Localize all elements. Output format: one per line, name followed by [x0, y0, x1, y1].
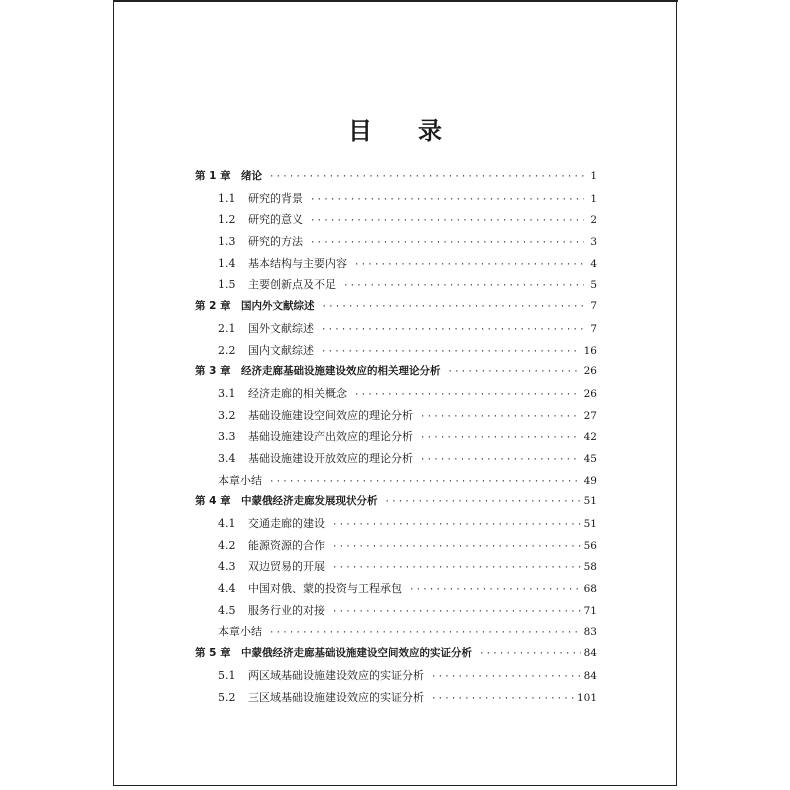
toc-entry-title: 研究的背景: [248, 191, 303, 205]
dot-leader: [354, 385, 581, 407]
toc-chapter-row[interactable]: [195, 361, 597, 383]
toc-entry-number: 3.3: [218, 430, 236, 444]
toc-page-number: 84: [583, 669, 597, 682]
toc-entry-number: 4.4: [218, 582, 236, 596]
toc-page-number: 26: [583, 365, 597, 378]
toc-section-row[interactable]: [195, 556, 597, 578]
toc-section-row[interactable]: [195, 318, 597, 340]
dot-leader: [409, 580, 581, 602]
toc-entry-title: 本章小结: [218, 625, 262, 639]
toc-entry-title: 交通走廊的建设: [248, 517, 325, 530]
dot-leader: [420, 407, 581, 429]
toc-section-row[interactable]: [195, 665, 597, 687]
toc-entry-title: 国内文献综述: [248, 343, 314, 357]
toc-section-row[interactable]: [195, 340, 597, 362]
dot-leader: [269, 167, 584, 189]
toc-page-number: 42: [583, 431, 597, 444]
toc-entry-number: 4.2: [218, 538, 236, 552]
toc-entry-title: 服务行业的对接: [248, 603, 325, 617]
toc-page-number: 51: [583, 518, 597, 530]
toc-entry-title: 国外文献综述: [248, 321, 314, 335]
toc-page-number: 49: [583, 474, 597, 487]
table-of-contents: [195, 166, 597, 708]
toc-entry-title: 国内外文献综述: [241, 300, 315, 313]
toc-entry-title: 主要创新点及不足: [248, 278, 336, 292]
toc-page-number: 5: [590, 279, 597, 292]
toc-section-row[interactable]: [195, 513, 597, 535]
toc-section-row[interactable]: [195, 253, 597, 275]
toc-entry-number: 1.2: [218, 213, 236, 227]
toc-entry-title: 中蒙俄经济走廊发展现状分析: [241, 495, 378, 508]
toc-entry-title: 绪论: [241, 170, 262, 182]
toc-entry-title: 基本结构与主要内容: [248, 256, 347, 270]
dot-leader: [332, 537, 581, 559]
dot-leader: [310, 190, 584, 212]
toc-page-number: 4: [590, 257, 597, 270]
toc-title-char: 目: [348, 117, 372, 145]
toc-entry-number: 2.2: [218, 343, 236, 357]
toc-entry-number: 第 5 章: [195, 647, 231, 660]
toc-summary-row[interactable]: [195, 470, 597, 492]
toc-section-row[interactable]: [195, 405, 597, 427]
dot-leader: [420, 450, 581, 472]
toc-entry-number: 3.2: [218, 408, 236, 422]
dot-leader: [321, 320, 584, 342]
toc-section-row[interactable]: [195, 448, 597, 470]
toc-entry-title: 三区域基础设施建设效应的实证分析: [248, 690, 424, 704]
toc-section-row[interactable]: [195, 426, 597, 448]
toc-page-number: 27: [583, 409, 597, 422]
dot-leader: [332, 602, 581, 624]
toc-entry-number: 第 2 章: [195, 300, 231, 313]
toc-section-row[interactable]: [195, 274, 597, 296]
toc-section-row[interactable]: [195, 231, 597, 253]
dot-leader: [354, 255, 584, 277]
toc-entry-number: 1.4: [218, 256, 236, 270]
toc-page-number: 68: [583, 583, 597, 596]
toc-entry-title: 能源资源的合作: [248, 538, 325, 552]
toc-entry-title: 研究的意义: [248, 213, 303, 227]
toc-entry-title: 中国对俄、蒙的投资与工程承包: [248, 582, 402, 596]
toc-page-number: 7: [590, 300, 597, 313]
toc-entry-number: 4.5: [218, 603, 236, 617]
dot-leader: [310, 233, 584, 255]
dot-leader: [479, 644, 581, 666]
toc-section-row[interactable]: [195, 687, 597, 709]
toc-section-row[interactable]: [195, 188, 597, 210]
dot-leader: [321, 342, 581, 364]
toc-entry-number: 第 1 章: [195, 170, 231, 182]
toc-page-number: 1: [590, 170, 597, 182]
dot-leader: [343, 276, 584, 298]
toc-entry-number: 4.3: [218, 560, 236, 574]
toc-entry-number: 3.1: [218, 386, 236, 400]
toc-entry-number: 4.1: [218, 517, 236, 530]
dot-leader: [448, 362, 581, 384]
toc-entry-number: 5.1: [218, 668, 236, 682]
dot-leader: [269, 623, 581, 645]
toc-page-number: 101: [576, 691, 597, 704]
toc-page-number: 84: [583, 647, 597, 660]
dot-leader: [310, 211, 584, 233]
toc-entry-number: 1.1: [218, 191, 236, 205]
toc-page-number: 45: [583, 452, 597, 465]
toc-page-number: 3: [590, 236, 597, 249]
toc-title: [0, 111, 790, 146]
toc-entry-number: 3.4: [218, 451, 236, 465]
toc-page-number: 51: [583, 495, 597, 508]
dot-leader: [385, 492, 581, 514]
toc-page-number: 71: [583, 604, 597, 617]
dot-leader: [322, 297, 585, 319]
dot-leader: [269, 472, 581, 494]
toc-page-number: 58: [583, 561, 597, 574]
toc-chapter-row[interactable]: [195, 296, 597, 318]
toc-entry-title: 双边贸易的开展: [248, 560, 325, 574]
toc-entry-title: 基础设施建设空间效应的理论分析: [248, 408, 413, 422]
toc-entry-title: 基础设施建设产出效应的理论分析: [248, 430, 413, 444]
toc-section-row[interactable]: [195, 535, 597, 557]
toc-chapter-row[interactable]: [195, 643, 597, 665]
toc-entry-title: 研究的方法: [248, 235, 303, 249]
toc-section-row[interactable]: [195, 209, 597, 231]
toc-entry-title: 基础设施建设开放效应的理论分析: [248, 451, 413, 465]
dot-leader: [332, 515, 581, 537]
toc-entry-number: 2.1: [218, 321, 236, 335]
toc-page-number: 83: [583, 626, 597, 639]
toc-summary-row[interactable]: [195, 621, 597, 643]
toc-page-number: 16: [583, 344, 597, 357]
toc-entry-title: 经济走廊的相关概念: [248, 386, 347, 400]
dot-leader: [431, 689, 574, 711]
toc-entry-title: 中蒙俄经济走廊基础设施建设空间效应的实证分析: [241, 647, 472, 660]
toc-entry-title: 经济走廊基础设施建设效应的相关理论分析: [241, 365, 441, 378]
toc-entry-number: 1.5: [218, 278, 236, 292]
toc-page-number: 7: [590, 322, 597, 335]
toc-page-number: 26: [583, 387, 597, 400]
toc-page-number: 2: [590, 214, 597, 227]
toc-chapter-row[interactable]: [195, 166, 597, 188]
dot-leader: [431, 667, 581, 689]
toc-page-number: 1: [590, 192, 597, 205]
toc-entry-number: 第 3 章: [195, 365, 231, 378]
toc-section-row[interactable]: [195, 383, 597, 405]
dot-leader: [332, 558, 581, 580]
toc-page-number: 56: [583, 539, 597, 552]
toc-section-row[interactable]: [195, 600, 597, 622]
toc-section-row[interactable]: [195, 578, 597, 600]
dot-leader: [420, 428, 581, 450]
toc-entry-number: 5.2: [218, 690, 236, 704]
toc-chapter-row[interactable]: [195, 491, 597, 513]
toc-entry-number: 第 4 章: [195, 495, 231, 508]
toc-entry-title: 两区域基础设施建设效应的实证分析: [248, 668, 424, 682]
toc-title-char: 录: [418, 117, 442, 145]
toc-entry-number: 1.3: [218, 235, 236, 249]
toc-entry-title: 本章小结: [218, 473, 262, 487]
